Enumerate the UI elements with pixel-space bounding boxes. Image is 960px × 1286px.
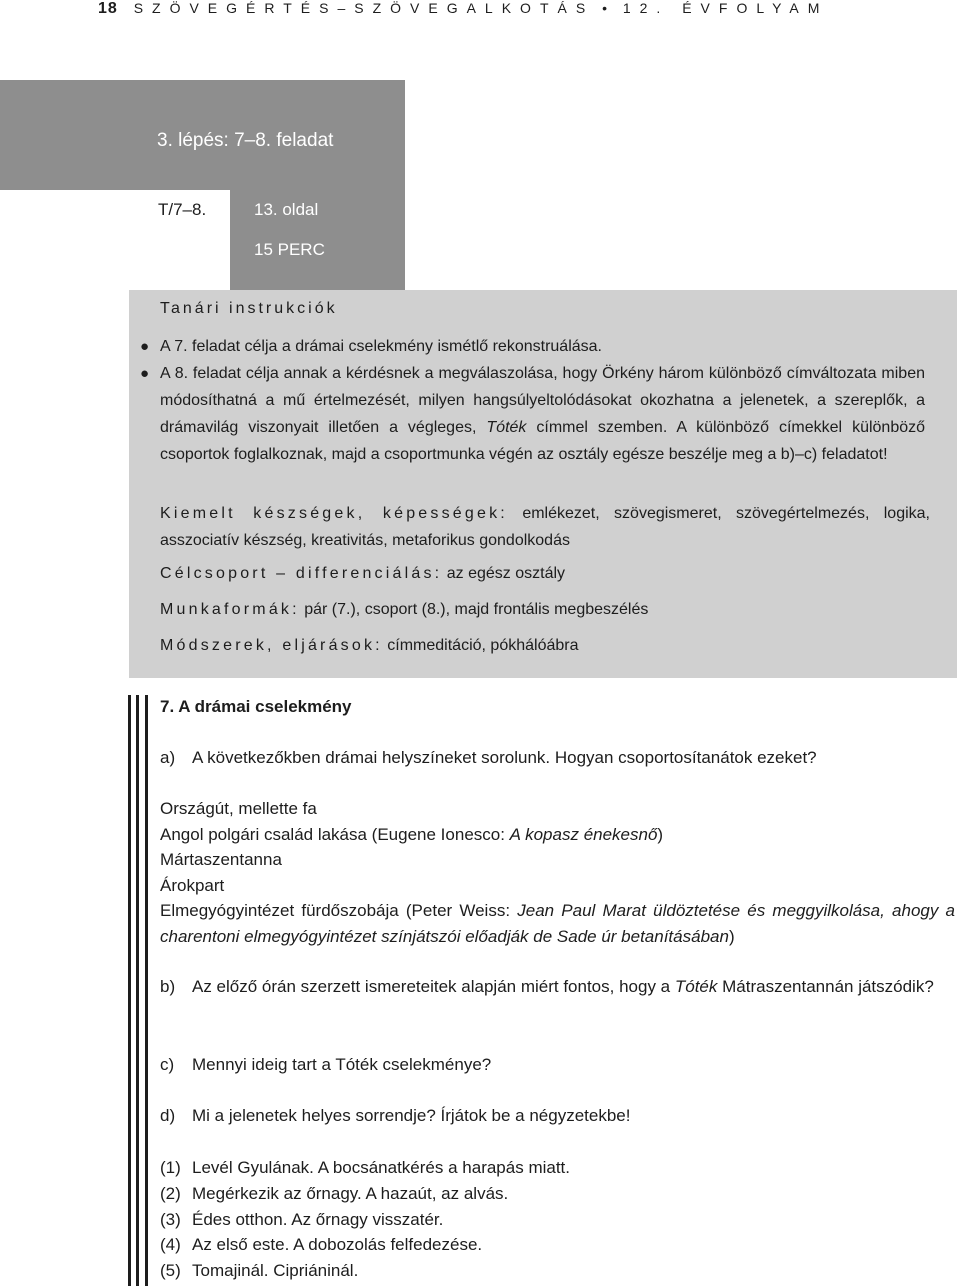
bullet-icon: ● (140, 338, 150, 355)
bullet-icon: ● (140, 365, 150, 382)
scene-item: (5) Tomajinál. Cipriáninál. (160, 1261, 359, 1281)
methods-text: címmeditáció, pókhálóábra (387, 637, 579, 654)
page-number: 18 (98, 0, 118, 17)
work-title: Jean Paul Marat üldöztetése és meggyilkolása, ahogy a charentoni elmegyógyintézet színjátszói előadják de Sade úr betanításában (160, 901, 955, 946)
scene-list (160, 1155, 570, 1284)
instructions-title: Tanári instrukciók (160, 300, 338, 317)
work-title: A kopasz énekesnő (509, 824, 658, 844)
methods-label: Módszerek, eljárások: (160, 637, 383, 654)
question-text: A következőkben drámai helyszíneket sorolunk. Hogyan csoportosítanátok ezeket? (192, 748, 817, 767)
question-text: Mennyi ideig tart a Tóték cselekménye? (192, 1055, 492, 1074)
margin-bar (145, 695, 148, 1286)
place-item: Országút, mellette fa (160, 799, 317, 818)
place-item: Angol polgári család lakása (Eugene Ionesco: A kopasz énekesnő) (160, 824, 664, 844)
section-title: 7. A drámai cselekmény (160, 697, 352, 716)
task-code: T/7–8. (158, 200, 207, 219)
skills-row (160, 500, 930, 554)
question-label: c) (160, 1055, 175, 1074)
question-d (160, 1103, 630, 1129)
skills-label: Kiemelt készségek, képességek: (160, 505, 508, 522)
question-a (160, 745, 817, 771)
place-item: Árokpart (160, 875, 225, 895)
grade-label: 12. ÉVFOLYAM (622, 0, 829, 16)
methods-row (160, 632, 930, 659)
place-item: Elmegyógyintézet fürdőszobája (Peter Weiss: Jean Paul Marat üldöztetése és meggyilkolása, ahogy a charentoni elmegyógyintézet színjátszói előadják de Sade úr betanításában) (160, 901, 955, 946)
running-header (98, 0, 828, 18)
skills-text: emlékezet, szövegismeret, szövegértelmezés, logika, asszociatív készség, kreativitás, metaforikus gondolkodás (160, 505, 930, 549)
duration: 15 PERC (254, 240, 325, 259)
instruction-bullet-1: A 7. feladat célja a drámai cselekmény ismétlő rekonstruálása. (160, 338, 602, 355)
step-label: 3. lépés: 7–8. feladat (157, 130, 334, 151)
target-row (160, 560, 930, 587)
question-c (160, 1052, 491, 1078)
scene-item: (1) Levél Gyulának. A bocsánatkérés a harapás miatt. (160, 1158, 571, 1177)
workform-row (160, 596, 930, 623)
workform-label: Munkaformák: (160, 601, 300, 618)
margin-bar (128, 695, 131, 1286)
question-text: Mi a jelenetek helyes sorrendje? Írjátok be a négyzetekbe! (192, 1106, 631, 1125)
question-label: b) (160, 977, 176, 996)
header-separator: • (602, 0, 607, 16)
scene-item: (2) Megérkezik az őrnagy. A hazaút, az alvás. (160, 1183, 509, 1203)
question-b: b) Az előző órán szerzett ismereteitek alapján miért fontos, hogy a Tóték Mátraszentannán játszódik? (160, 974, 955, 1000)
place-item: Mártaszentanna (160, 850, 282, 869)
question-label: d) (160, 1106, 176, 1125)
work-title: Tóték (674, 977, 718, 996)
book-title: SZÖVEGÉRTÉS–SZÖVEGALKOTÁS (133, 0, 595, 16)
workform-text: pár (7.), csoport (8.), majd frontális megbeszélés (304, 601, 649, 618)
target-text: az egész osztály (446, 565, 566, 582)
scene-item: (3) Édes otthon. Az őrnagy visszatér. (160, 1209, 444, 1229)
margin-bar (136, 695, 139, 1286)
page-reference: 13. oldal (254, 200, 319, 219)
question-label: a) (160, 748, 176, 767)
places-list (160, 796, 955, 949)
work-title: Tóték (486, 419, 527, 436)
scene-item: (4) Az első este. A dobozolás felfedezése. (160, 1235, 483, 1255)
target-label: Célcsoport – differenciálás: (160, 565, 443, 582)
instruction-bullet-2: A 8. feladat célja annak a kérdésnek a megválaszolása, hogy Örkény három különböző címváltozata miben módosíthatná a mű értelmezését, milyen hangsúlyeltolódásokat okozhatna a jelenetek, a szereplők, a drámavilág viszonyait illetően a végleges, Tóték címmel szemben. A különböző címekkel különböző csoportok foglalkoznak, majd a csoportmunka végén az osztály egésze beszélje meg a b)–c) feladatot! (160, 365, 926, 463)
